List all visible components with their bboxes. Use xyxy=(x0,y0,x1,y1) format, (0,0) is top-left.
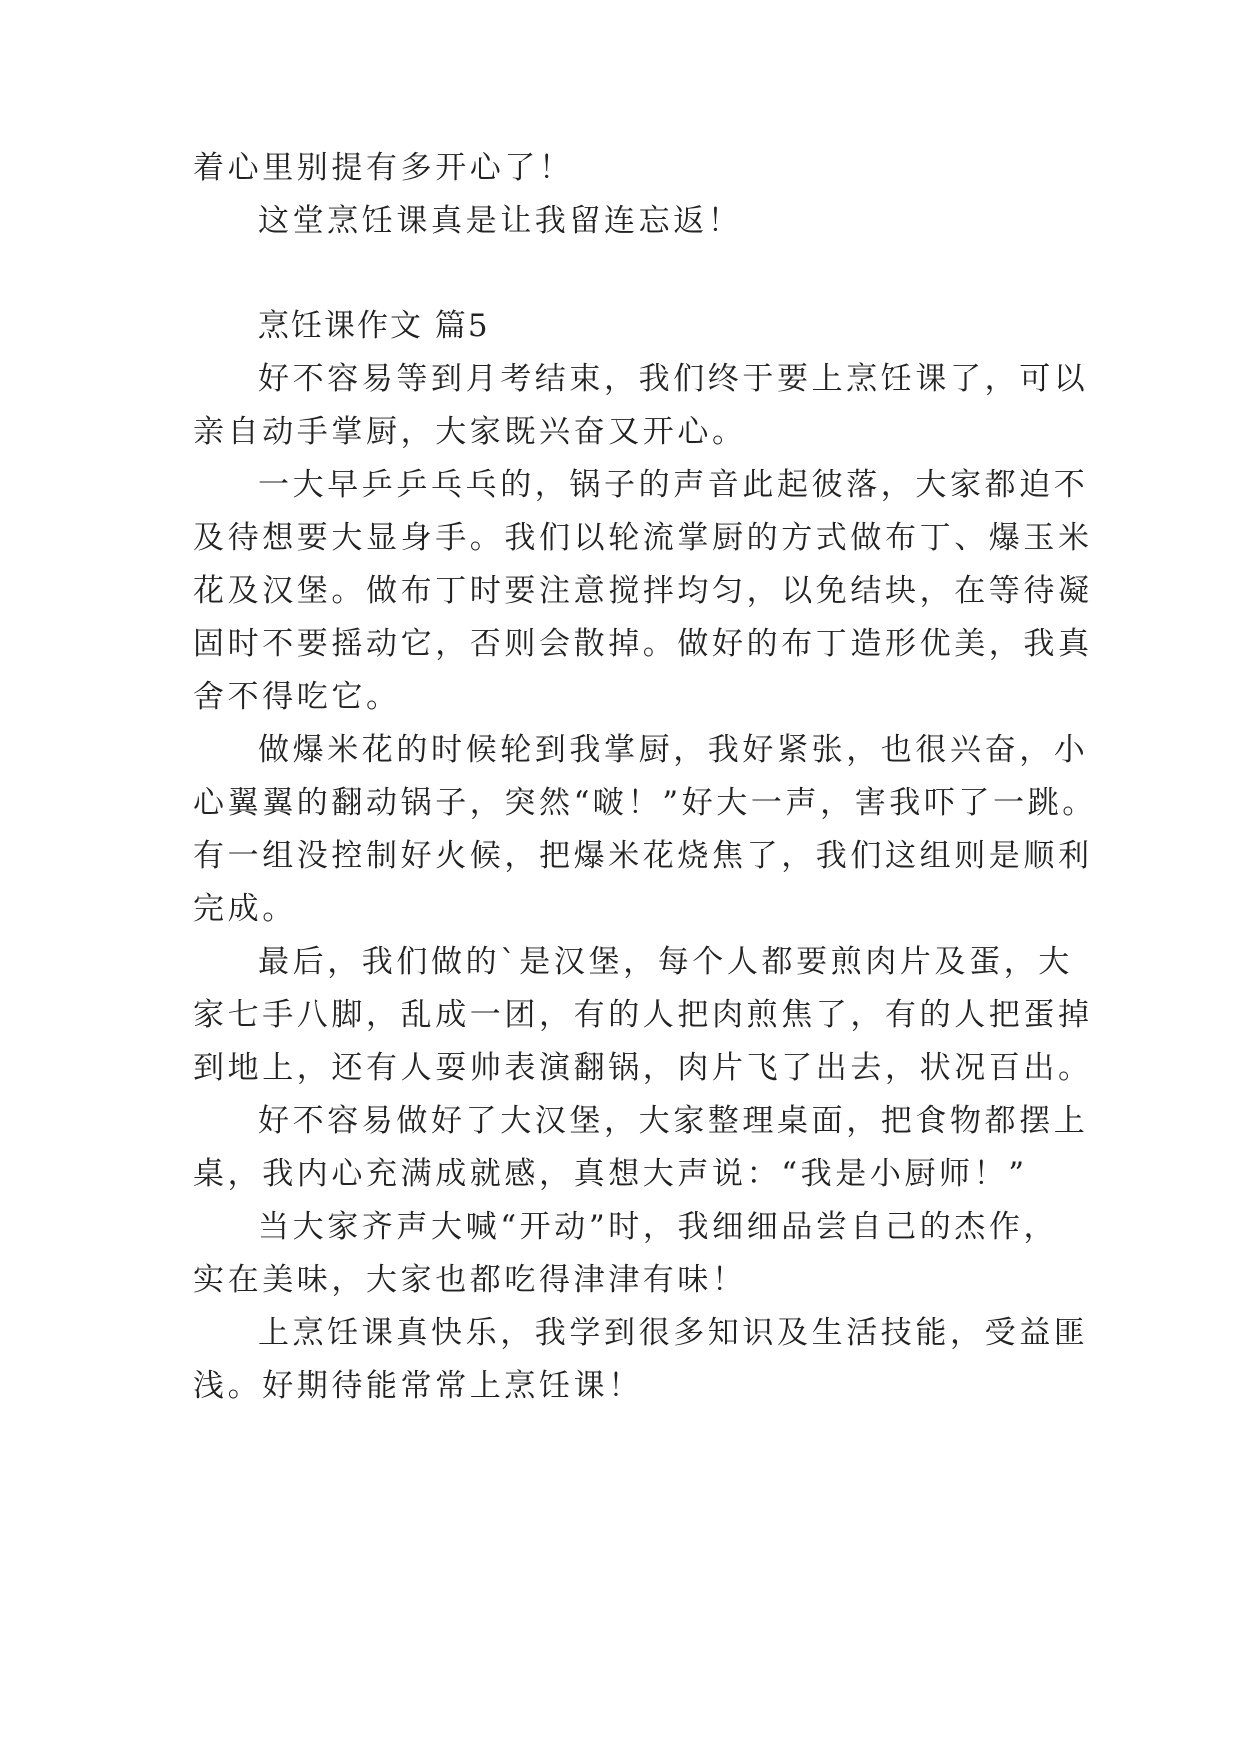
text-line: 做爆米花的时候轮到我掌厨，我好紧张，也很兴奋，小 xyxy=(258,732,1089,768)
text-line: 当大家齐声大喊“开动”时，我细细品尝自己的杰作， xyxy=(258,1209,1059,1245)
text-line: 好不容易等到月考结束，我们终于要上烹饪课了，可以 xyxy=(258,361,1089,397)
text-line: 完成。 xyxy=(193,891,297,927)
text-line: 舍不得吃它。 xyxy=(193,679,401,715)
text-line: 浅。好期待能常常上烹饪课！ xyxy=(193,1368,643,1404)
text-line: 到地上，还有人耍帅表演翻锅，肉片飞了出去，状况百出。 xyxy=(193,1050,1093,1086)
section-heading: 烹饪课作文 篇5 xyxy=(258,308,490,344)
text-line: 着心里别提有多开心了！ xyxy=(193,150,574,186)
text-line: 上烹饪课真快乐，我学到很多知识及生活技能，受益匪 xyxy=(258,1315,1089,1351)
text-line: 有一组没控制好火候，把爆米花烧焦了，我们这组则是顺利 xyxy=(193,838,1093,874)
text-line: 心翼翼的翻动锅子，突然“啵！”好大一声，害我吓了一跳。 xyxy=(193,785,1097,821)
text-line: 亲自动手掌厨，大家既兴奋又开心。 xyxy=(193,414,747,450)
text-line: 花及汉堡。做布丁时要注意搅拌均匀，以免结块，在等待凝 xyxy=(193,573,1093,609)
text-line: 最后，我们做的`是汉堡，每个人都要煎肉片及蛋，大 xyxy=(258,944,1073,980)
text-line: 实在美味，大家也都吃得津津有味！ xyxy=(193,1262,747,1298)
text-line: 桌，我内心充满成就感，真想大声说：“我是小厨师！” xyxy=(193,1156,1028,1192)
text-line: 固时不要摇动它，否则会散掉。做好的布丁造形优美，我真 xyxy=(193,626,1093,662)
text-line: 好不容易做好了大汉堡，大家整理桌面，把食物都摆上 xyxy=(258,1103,1089,1139)
text-line: 家七手八脚，乱成一团，有的人把肉煎焦了，有的人把蛋掉 xyxy=(193,997,1093,1033)
text-line: 一大早乒乒乓乓的，锅子的声音此起彼落，大家都迫不 xyxy=(258,467,1089,503)
text-line: 这堂烹饪课真是让我留连忘返！ xyxy=(258,203,743,239)
text-line: 及待想要大显身手。我们以轮流掌厨的方式做布丁、爆玉米 xyxy=(193,520,1093,556)
